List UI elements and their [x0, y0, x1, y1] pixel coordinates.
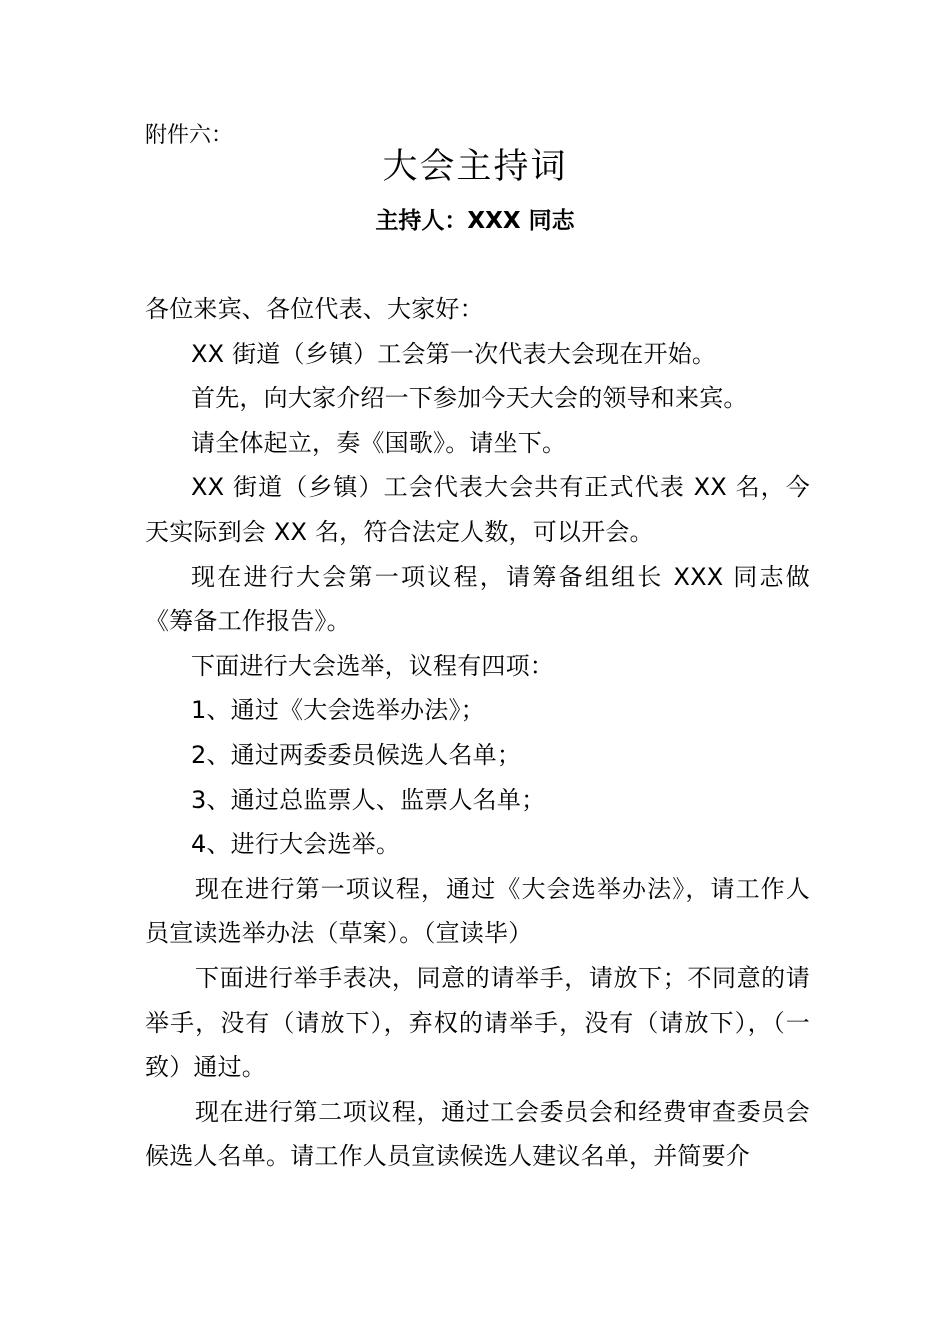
- paragraph-introduction: 首先，向大家介绍一下参加今天大会的领导和来宾。: [191, 384, 748, 413]
- paragraph-candidate-list: 现在进行第二项议程，通过工会委员会和经费审查委员会候选人名单。请工作人员宣读候选人建议名单，并简要介: [145, 1097, 810, 1171]
- paragraph-election-agenda: 下面进行大会选举，议程有四项：: [191, 651, 554, 680]
- list-item-3: 3、通过总监票人、监票人名单；: [191, 785, 546, 814]
- host-line: 主持人：XXX 同志: [375, 208, 575, 234]
- list-item-2: 2、通过两委委员候选人名单；: [191, 740, 522, 769]
- paragraph-vote: 下面进行举手表决，同意的请举手，请放下；不同意的请举手，没有（请放下），弃权的请举手，没有（请放下），（一致）通过。: [145, 963, 810, 1082]
- paragraph-anthem: 请全体起立，奏《国歌》。请坐下。: [191, 428, 567, 457]
- paragraph-greeting: 各位来宾、各位代表、大家好：: [145, 295, 484, 323]
- attachment-label: 附件六：: [145, 123, 234, 148]
- list-item-1: 1、通过《大会选举办法》；: [191, 696, 485, 725]
- list-item-4: 4、进行大会选举。: [191, 830, 401, 859]
- document-title: 大会主持词: [382, 147, 568, 187]
- document-body: [145, 287, 810, 1179]
- paragraph-attendance: XX 街道（乡镇）工会代表大会共有正式代表 XX 名，今天实际到会 XX 名，符合法定人数，可以开会。: [145, 473, 810, 546]
- paragraph-election-method: 现在进行第一项议程，通过《大会选举办法》，请工作人员宣读选举办法（草案）。（宣读毕）: [145, 874, 810, 948]
- paragraph-first-agenda: 现在进行大会第一项议程，请筹备组组长 XXX 同志做《筹备工作报告》。: [145, 562, 810, 636]
- paragraph-opening: XX 街道（乡镇）工会第一次代表大会现在开始。: [191, 339, 717, 368]
